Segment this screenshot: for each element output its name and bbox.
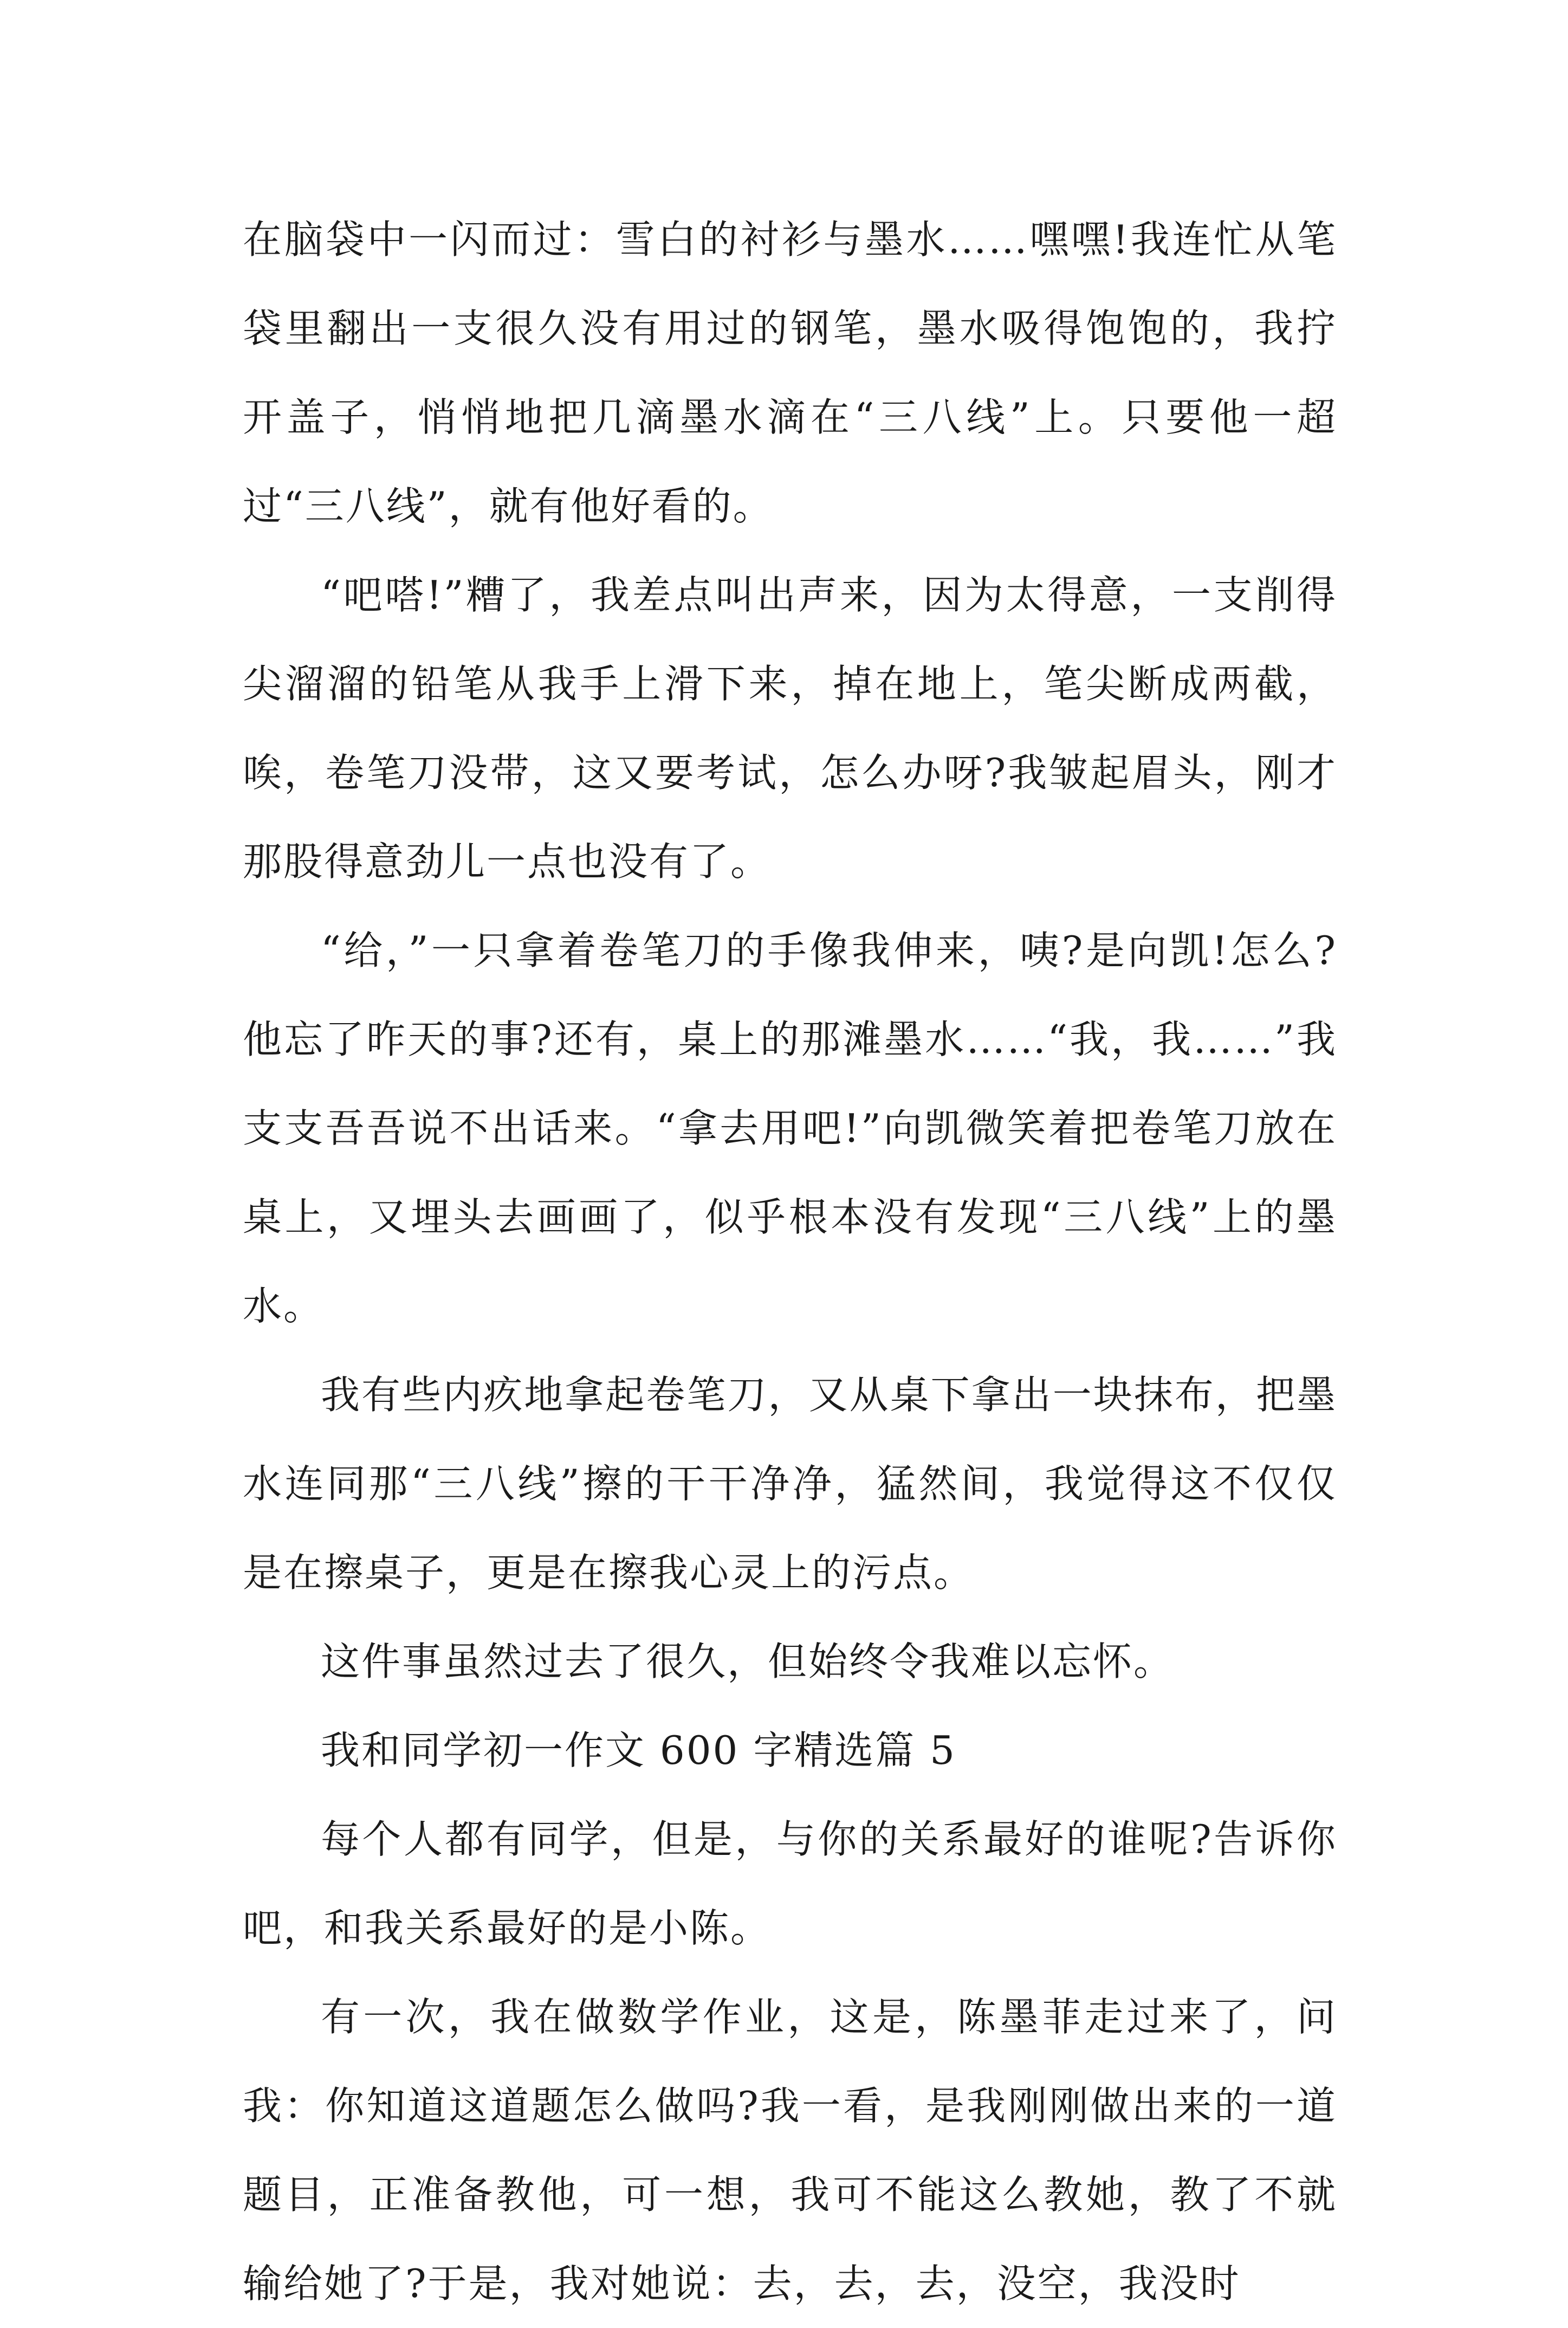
paragraph-4: 我有些内疚地拿起卷笔刀，又从桌下拿出一块抹布，把墨水连同那“三八线”擦的干干净净，猛然间，我觉得这不仅仅是在擦桌子，更是在擦我心灵上的污点。 — [243, 1372, 1337, 1595]
paragraph-7: 有一次，我在做数学作业，这是，陈墨菲走过来了，问我：你知道这道题怎么做吗?我一看，是我刚刚做出来的一道题目，正准备教他，可一想，我可不能这么教她，教了不就输给她了?于是，我对她说：去，去，去，没空，我没时 — [243, 1994, 1337, 2306]
section-heading: 我和同学初一作文 600 字精选篇 5 — [321, 1728, 956, 1773]
body-text — [243, 195, 1337, 2328]
paragraph-3: “给，”一只拿着卷笔刀的手像我伸来，咦?是向凯!怎么?他忘了昨天的事?还有，桌上的那滩墨水……“我，我……”我支支吾吾说不出话来。“拿去用吧!”向凯微笑着把卷笔刀放在桌上，又埋头去画画了，似乎根本没有发现“三八线”上的墨水。 — [243, 928, 1337, 1329]
paragraph-5: 这件事虽然过去了很久，但始终令我难以忘怀。 — [321, 1639, 1175, 1684]
paragraph-1: 在脑袋中一闪而过：雪白的衬衫与墨水……嘿嘿!我连忙从笔袋里翻出一支很久没有用过的钢笔，墨水吸得饱饱的，我拧开盖子，悄悄地把几滴墨水滴在“三八线”上。只要他一超过“三八线”，就有他好看的。 — [243, 217, 1337, 529]
paragraph-6: 每个人都有同学，但是，与你的关系最好的谁呢?告诉你吧，和我关系最好的是小陈。 — [243, 1816, 1337, 1951]
paragraph-2: “吧嗒!”糟了，我差点叫出声来，因为太得意，一支削得尖溜溜的铅笔从我手上滑下来，掉在地上，笔尖断成两截，唉，卷笔刀没带，这又要考试，怎么办呀?我皱起眉头，刚才那股得意劲儿一点也没有了。 — [243, 572, 1337, 884]
